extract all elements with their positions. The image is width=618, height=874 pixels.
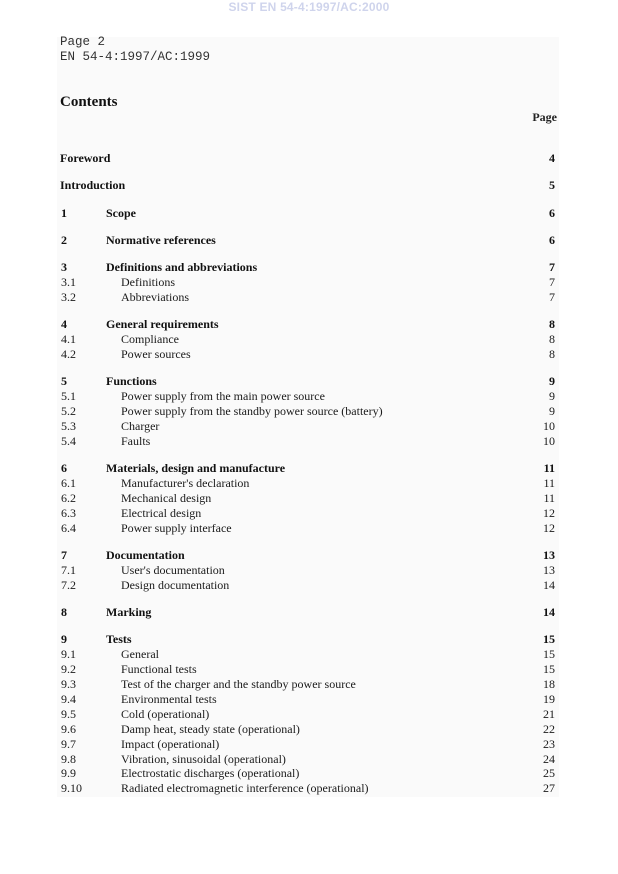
toc-title: Compliance (121, 332, 179, 346)
toc-entry-6-1[interactable] (60, 476, 555, 491)
toc-number: 6 (61, 461, 67, 475)
toc-number: 9.3 (61, 677, 76, 691)
toc-title: Power supply from the main power source (121, 389, 325, 403)
toc-title: Vibration, sinusoidal (operational) (121, 752, 286, 766)
toc-title: Design documentation (121, 578, 230, 592)
toc-page: 6 (549, 233, 555, 247)
toc-entry-9-6[interactable] (60, 722, 555, 737)
watermark: SIST EN 54-4:1997/AC:2000 (228, 0, 390, 14)
toc-page: 8 (549, 332, 555, 346)
contents-heading: Contents (60, 94, 118, 110)
toc-number: 5.2 (61, 404, 76, 418)
toc-page: 12 (543, 521, 555, 535)
toc-entry-5[interactable] (60, 374, 555, 389)
toc-number: 9.6 (61, 722, 76, 736)
toc-entry-5-1[interactable] (60, 389, 555, 404)
toc-title: Mechanical design (121, 491, 212, 505)
toc-title: Damp heat, steady state (operational) (121, 722, 300, 736)
toc-title: Manufacturer's declaration (121, 476, 250, 490)
toc-title: Charger (121, 419, 160, 433)
toc-number: 9.7 (61, 737, 76, 751)
toc-number: 6.4 (61, 521, 76, 535)
toc-entry-5-2[interactable] (60, 404, 555, 419)
toc-number: 7 (61, 548, 67, 562)
toc-page: 13 (543, 563, 555, 577)
toc-page: 24 (543, 752, 555, 766)
toc-title: Electrostatic discharges (operational) (121, 766, 300, 780)
toc-page: 15 (543, 632, 555, 646)
toc-number: 2 (61, 233, 67, 247)
toc-page: 23 (543, 737, 555, 751)
toc-page: 4 (549, 151, 555, 165)
toc-title: Tests (106, 632, 132, 646)
toc-page: 5 (549, 178, 555, 192)
toc-entry-7[interactable] (60, 548, 555, 563)
toc-title: Power sources (121, 347, 191, 361)
toc-entry-9-7[interactable] (60, 737, 555, 752)
page-number-header: Page 2 (60, 35, 106, 49)
toc-entry-4[interactable] (60, 317, 555, 332)
toc-entry-3-2[interactable] (60, 290, 555, 305)
toc-page: 27 (543, 781, 555, 795)
toc-title: Materials, design and manufacture (106, 461, 286, 475)
toc-entry-2[interactable] (60, 233, 555, 248)
toc-page: 8 (549, 317, 555, 331)
toc-title: Scope (106, 206, 136, 220)
toc-number: 9.9 (61, 766, 76, 780)
toc-number: 5.1 (61, 389, 76, 403)
toc-number: 3.1 (61, 275, 76, 289)
toc-title: Radiated electromagnetic interference (operational) (121, 781, 369, 795)
toc-entry-7-1[interactable] (60, 563, 555, 578)
toc-entry-7-2[interactable] (60, 578, 555, 593)
toc-entry-foreword[interactable] (60, 151, 555, 166)
toc-title: Marking (106, 605, 152, 619)
toc-number: 5.4 (61, 434, 76, 448)
toc-number: 1 (61, 206, 67, 220)
toc-entry-introduction[interactable] (60, 178, 555, 193)
toc-page: 7 (549, 260, 555, 274)
toc-entry-9-3[interactable] (60, 677, 555, 692)
toc-title: Cold (operational) (121, 707, 210, 721)
toc-number: 9.2 (61, 662, 76, 676)
toc-entry-3-1[interactable] (60, 275, 555, 290)
toc-page: 15 (543, 647, 555, 661)
toc-entry-9-2[interactable] (60, 662, 555, 677)
toc-number: 4.1 (61, 332, 76, 346)
toc-page: 22 (543, 722, 555, 736)
toc-page: 7 (549, 275, 555, 289)
toc-page: 9 (549, 389, 555, 403)
toc-page: 19 (543, 692, 555, 706)
toc-entry-6-2[interactable] (60, 491, 555, 506)
toc-entry-6-4[interactable] (60, 521, 555, 536)
toc-entry-4-1[interactable] (60, 332, 555, 347)
toc-page: 8 (549, 347, 555, 361)
toc-entry-9-4[interactable] (60, 692, 555, 707)
toc-title: Power supply from the standby power source (battery) (121, 404, 383, 418)
toc-title: Power supply interface (121, 521, 232, 535)
toc-page: 11 (543, 491, 555, 505)
toc-title: User's documentation (121, 563, 225, 577)
toc-entry-9[interactable] (60, 632, 555, 647)
toc-number: 8 (61, 605, 67, 619)
toc-entry-9-1[interactable] (60, 647, 555, 662)
toc-title: Foreword (60, 151, 111, 165)
toc-page: 11 (543, 476, 555, 490)
toc-number: 9.4 (61, 692, 76, 706)
toc-page: 9 (549, 374, 555, 388)
toc-page: 12 (543, 506, 555, 520)
toc-entry-4-2[interactable] (60, 347, 555, 362)
toc-title: Faults (121, 434, 151, 448)
toc-title: Introduction (60, 178, 126, 192)
page-column-label: Page (532, 110, 557, 124)
toc-title: Definitions (121, 275, 175, 289)
toc-number: 5.3 (61, 419, 76, 433)
toc-page: 10 (543, 419, 555, 433)
toc-page: 6 (549, 206, 555, 220)
toc-entry-5-3[interactable] (60, 419, 555, 434)
toc-page: 9 (549, 404, 555, 418)
toc-entry-9-10[interactable] (60, 781, 555, 796)
toc-page: 25 (543, 766, 555, 780)
toc-page: 14 (543, 578, 555, 592)
toc-page: 21 (543, 707, 555, 721)
toc-page: 15 (543, 662, 555, 676)
toc-number: 6.3 (61, 506, 76, 520)
toc-entry-8[interactable] (60, 605, 555, 620)
toc-number: 9.1 (61, 647, 76, 661)
toc-page: 18 (543, 677, 555, 691)
toc-number: 5 (61, 374, 67, 388)
toc-number: 6.1 (61, 476, 76, 490)
toc-number: 9.8 (61, 752, 76, 766)
toc-entry-9-8[interactable] (60, 752, 555, 767)
toc-title: Impact (operational) (121, 737, 220, 751)
toc-number: 7.1 (61, 563, 76, 577)
toc-number: 9.10 (61, 781, 82, 795)
toc-number: 7.2 (61, 578, 76, 592)
toc-title: Documentation (106, 548, 185, 562)
toc-entry-3[interactable] (60, 260, 555, 275)
toc-page: 7 (549, 290, 555, 304)
toc-entry-9-9[interactable] (60, 766, 555, 781)
toc-title: General requirements (106, 317, 219, 331)
toc-entry-5-4[interactable] (60, 434, 555, 449)
toc-entry-6-3[interactable] (60, 506, 555, 521)
toc-title: General (121, 647, 159, 661)
toc-title: Abbreviations (121, 290, 189, 304)
toc-title: Electrical design (121, 506, 202, 520)
toc-number: 3 (61, 260, 67, 274)
toc-title: Definitions and abbreviations (106, 260, 258, 274)
toc-number: 9 (61, 632, 67, 646)
toc-entry-9-5[interactable] (60, 707, 555, 722)
toc-title: Functions (106, 374, 157, 388)
toc-number: 4.2 (61, 347, 76, 361)
toc-page: 11 (543, 461, 555, 475)
toc-title: Environmental tests (121, 692, 217, 706)
toc-number: 9.5 (61, 707, 76, 721)
toc-entry-6[interactable] (60, 461, 555, 476)
toc-title: Test of the charger and the standby power source (121, 677, 356, 691)
standard-designation-header: EN 54-4:1997/AC:1999 (60, 50, 211, 64)
toc-number: 4 (61, 317, 67, 331)
toc-title: Normative references (106, 233, 216, 247)
toc-title: Functional tests (121, 662, 197, 676)
toc-entry-1[interactable] (60, 206, 555, 221)
toc-page: 14 (543, 605, 555, 619)
toc-number: 3.2 (61, 290, 76, 304)
toc-page: 10 (543, 434, 555, 448)
toc-number: 6.2 (61, 491, 76, 505)
toc-page: 13 (543, 548, 555, 562)
